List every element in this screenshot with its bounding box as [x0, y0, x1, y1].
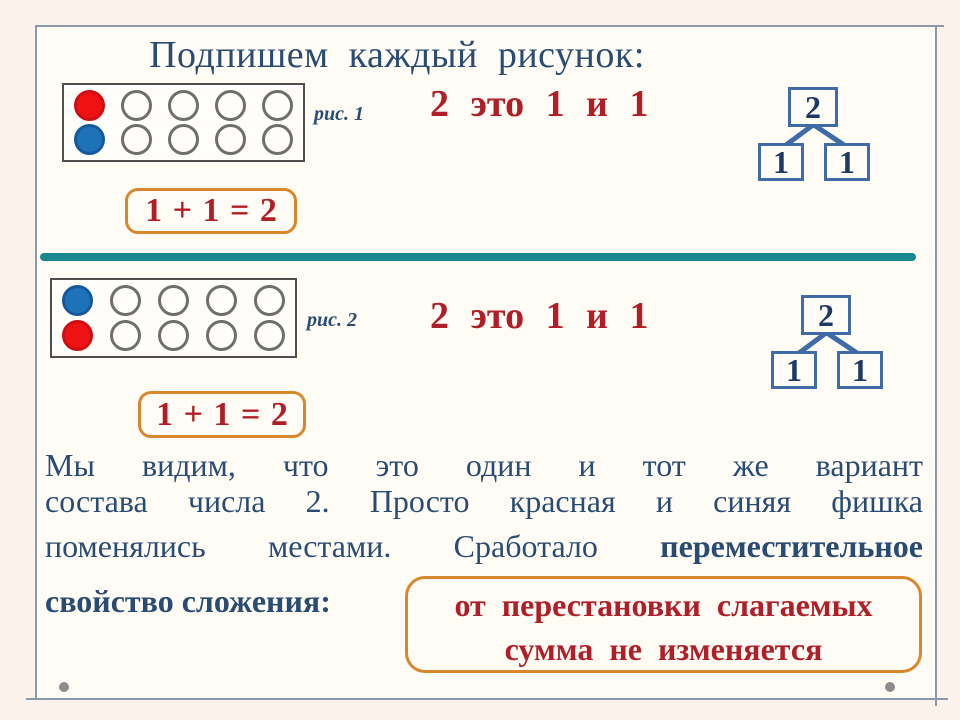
frame-line-right — [935, 26, 937, 706]
bond-right-box: 1 — [837, 351, 883, 389]
footer-dot-left — [59, 682, 69, 692]
figure-2-ten-frame — [50, 278, 297, 358]
empty-chip — [158, 285, 189, 316]
figure-1-statement: 2 это 1 и 1 — [430, 83, 649, 125]
bond-top-box: 2 — [788, 87, 838, 127]
empty-chip — [206, 285, 237, 316]
empty-chip — [215, 90, 246, 121]
paragraph-line-1: Мы видим, что это один и тот же вариант — [45, 447, 923, 483]
callout-line-1: от перестановки слагаемых — [454, 587, 873, 623]
empty-chip — [168, 124, 199, 155]
figure-2-equation-box: 1 + 1 = 2 — [138, 391, 306, 438]
paragraph-line-3-normal: поменялись местами. Сработало — [45, 528, 661, 564]
paragraph-line-4: свойство сложения: — [45, 583, 331, 619]
section-divider — [40, 253, 916, 261]
empty-chip — [262, 90, 293, 121]
footer-dot-right — [885, 682, 895, 692]
frame-line-bottom — [26, 698, 948, 700]
red-chip — [74, 90, 105, 121]
paragraph-line-3-bold: переместительное — [660, 528, 923, 564]
figure-2-caption: рис. 2 — [307, 309, 357, 331]
empty-chip — [206, 320, 237, 351]
empty-chip — [215, 124, 246, 155]
paragraph-line-3 — [45, 528, 923, 565]
empty-chip — [254, 285, 285, 316]
bond-left-box: 1 — [771, 351, 817, 389]
bond-right-box: 1 — [824, 143, 870, 181]
empty-chip — [158, 320, 189, 351]
frame-line-top — [35, 25, 944, 27]
figure-1-equation-box: 1 + 1 = 2 — [125, 188, 297, 234]
frame-line-left — [35, 25, 37, 700]
empty-chip — [121, 90, 152, 121]
blue-chip — [62, 285, 93, 316]
page-title: Подпишем каждый рисунок: — [149, 34, 645, 76]
figure-1-caption: рис. 1 — [314, 103, 364, 125]
empty-chip — [168, 90, 199, 121]
figure-1-number-bond — [752, 85, 882, 185]
empty-chip — [254, 320, 285, 351]
bond-top-box: 2 — [801, 295, 851, 335]
empty-chip — [121, 124, 152, 155]
figure-2-statement: 2 это 1 и 1 — [430, 295, 649, 337]
blue-chip — [74, 124, 105, 155]
empty-chip — [262, 124, 293, 155]
bond-left-box: 1 — [758, 143, 804, 181]
callout-line-2: сумма не изменяется — [504, 631, 823, 667]
paragraph-line-2: состава числа 2. Просто красная и синяя фишка — [45, 483, 923, 519]
empty-chip — [110, 285, 141, 316]
figure-1-ten-frame — [62, 83, 305, 162]
red-chip — [62, 320, 93, 351]
figure-2-number-bond — [765, 293, 895, 393]
rule-callout-box — [405, 576, 922, 673]
empty-chip — [110, 320, 141, 351]
